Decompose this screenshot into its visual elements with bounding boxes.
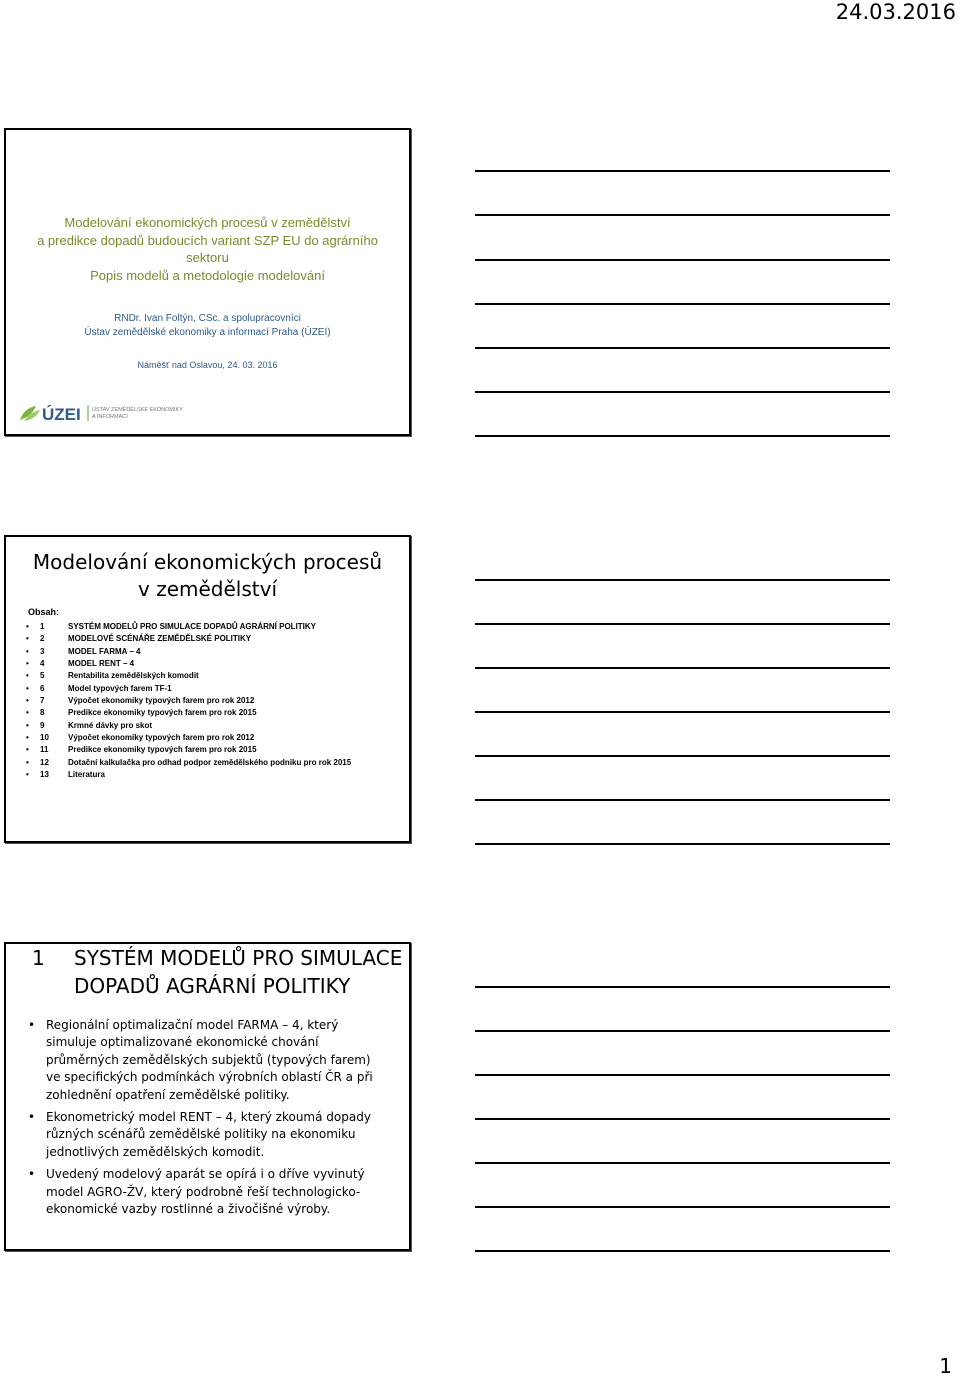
heading-line: v zemědělství bbox=[138, 577, 277, 601]
title-line: sektoru bbox=[186, 250, 229, 265]
bullet-item: • Uvedený modelový aparát se opírá i o dříve vyvinutý model AGRO-ŽV, který podrobně řeší technologicko-ekonomické vazby rostlinné a živočišné výroby. bbox=[26, 1166, 385, 1218]
section-title: SYSTÉM MODELŮ PRO SIMULACE DOPADŮ AGRÁRNÍ POLITIKY bbox=[74, 946, 403, 998]
note-line bbox=[475, 623, 890, 625]
note-line bbox=[475, 214, 890, 216]
note-line bbox=[475, 755, 890, 757]
author-name: RNDr. Ivan Foltýn, CSc. a spolupracovníci bbox=[114, 313, 301, 324]
presentation-title bbox=[6, 214, 409, 284]
note-line bbox=[475, 843, 890, 845]
note-line bbox=[475, 391, 890, 393]
note-line bbox=[475, 1250, 890, 1252]
note-line bbox=[475, 303, 890, 305]
page-number: 1 bbox=[939, 1354, 952, 1378]
contents-label: Obsah: bbox=[28, 607, 60, 617]
note-line bbox=[475, 579, 890, 581]
uzei-logo bbox=[18, 402, 198, 424]
title-line: Modelování ekonomických procesů v zemědělství bbox=[64, 215, 351, 230]
bullet-item: • Regionální optimalizační model FARMA – 4, který simuluje optimalizované ekonomické chování průměrných zemědělských subjektů (typových farem) ve specifických podmínkách výrobních oblastí ČR a při zohlednění opatření zemědělské politiky. bbox=[26, 1017, 385, 1104]
note-line bbox=[475, 1162, 890, 1164]
note-line bbox=[475, 799, 890, 801]
place-date: Náměšť nad Oslavou, 24. 03. 2016 bbox=[137, 360, 278, 370]
slide-contents: Modelování ekonomických procesů v zemědělství Obsah: 1 SYSTÉM MODELŮ PRO SIMULACE DOPADŮ AGRÁRNÍ POLITIKY 2 MODELOVÉ SCÉNÁŘE ZEMĚDĚLSKÉ POLITIKY 3 MODEL FARMA – 4 4 MODEL RENT – 4 5 Rentabilita zemědělských komodit 6 Model typových farem TF-1 7 Výpočet ekonomiky typových farem pro rok 2012 8 Predikce ekonomiky typových farem pro rok 2015 9 Krmné dávky pro skot 10 Výpočet ekonomiky typových farem pro rok 2012 11 Predikce ekonomiky typových farem pro rok 2015 12 Dotační kalkulačka pro odhad podpor zemědělského podniku pro rok 2015 13 Literatura bbox=[4, 535, 411, 843]
institution-name: Ústav zemědělské ekonomiky a informací Praha (ÚZEI) bbox=[84, 327, 331, 338]
note-line bbox=[475, 1118, 890, 1120]
bullet-item: • Ekonometrický model RENT – 4, který zkoumá dopady různých scénářů zemědělské politiky na ekonomiku jednotlivých zemědělských komodit. bbox=[26, 1109, 385, 1161]
title-line: a predikce dopadů budoucích variant SZP EU do agrárního bbox=[37, 232, 378, 248]
slide-heading bbox=[30, 944, 403, 1000]
slide-title bbox=[4, 128, 411, 436]
bullet-list bbox=[26, 1017, 385, 1223]
note-line bbox=[475, 1074, 890, 1076]
title-line: Popis modelů a metodologie modelování bbox=[90, 267, 325, 283]
author-block bbox=[6, 312, 409, 340]
note-line bbox=[475, 259, 890, 261]
note-line bbox=[475, 986, 890, 988]
logo-subtitle: A INFORMACÍ bbox=[92, 414, 128, 420]
page-date: 24.03.2016 bbox=[835, 0, 956, 24]
note-line bbox=[475, 1030, 890, 1032]
note-line bbox=[475, 347, 890, 349]
slide-heading bbox=[6, 549, 409, 603]
note-line bbox=[475, 435, 890, 437]
heading-line: Modelování ekonomických procesů bbox=[32, 550, 383, 574]
logo-subtitle: ÚSTAV ZEMĚDĚLSKÉ EKONOMIKY bbox=[92, 407, 183, 413]
section-number: 1 bbox=[32, 946, 45, 970]
note-line bbox=[475, 170, 890, 172]
note-line bbox=[475, 667, 890, 669]
logo-text: ÚZEI bbox=[42, 405, 81, 424]
slide-section-1 bbox=[4, 942, 411, 1251]
note-line bbox=[475, 711, 890, 713]
note-line bbox=[475, 1206, 890, 1208]
